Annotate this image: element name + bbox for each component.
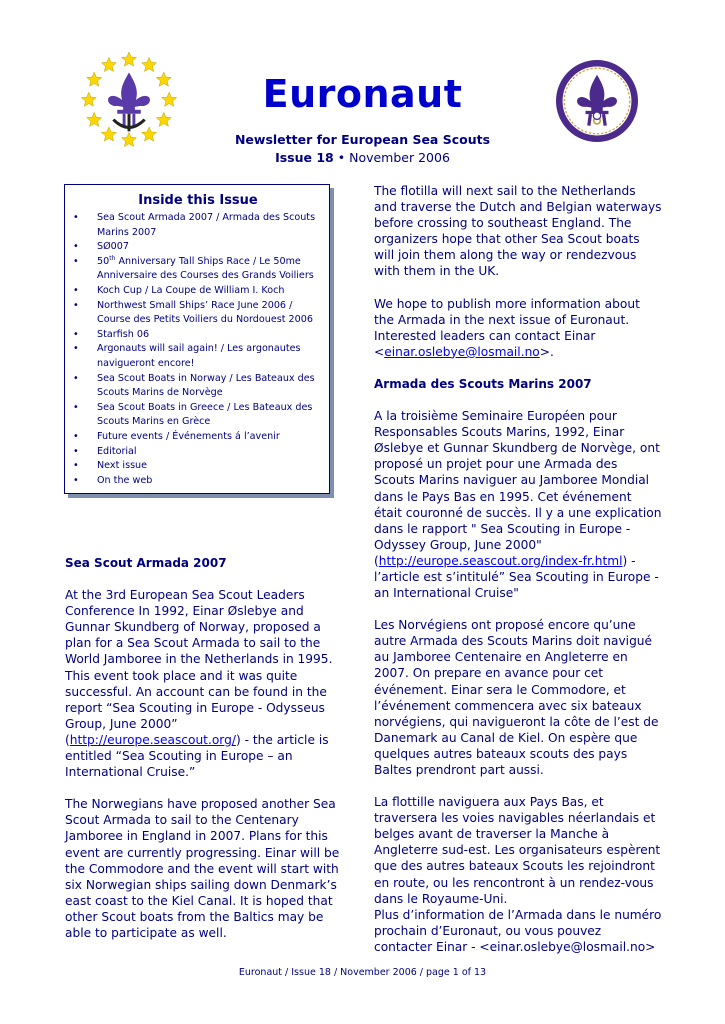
list-item: • Sea Scout Boats in Greece / Les Bateaux des Scouts Marins en Grèce: [73, 401, 323, 430]
list-item: [73, 255, 323, 284]
star-icon: [122, 52, 137, 66]
list-item: • On the web: [73, 474, 323, 489]
list-item: • Northwest Small Ships’ Race June 2006 / Course des Petits Voiliers du Nordouest 2006: [73, 299, 323, 328]
right-column: [374, 183, 662, 955]
seascout-link[interactable]: http://europe.seascout.org/: [69, 732, 236, 747]
list-item: • Sea Scout Boats in Norway / Les Bateaux des Scouts Marins de Norvège: [73, 372, 323, 401]
star-icon: [162, 92, 177, 106]
section-heading: Sea Scout Armada 2007: [65, 556, 227, 570]
page-footer: Euronaut / Issue 18 / November 2006 / page 1 of 13: [238, 967, 487, 978]
list-item: • Editorial: [73, 445, 323, 460]
left-column: [65, 555, 349, 941]
article-paragraph: The Norwegians have proposed another Sea Scout Armada to sail to the Centenary Jamboree in England in 2007. Plans for this event are currently progressing. Einar will be the Commodore and the event will start with six Norwegian ships sailing down Denmark’s east coast to the Kiel Canal. It is hoped that other Scout boats from the Baltics may be able to participate as well.: [65, 797, 340, 940]
separator-bullet: •: [337, 150, 346, 165]
star-icon: [142, 57, 157, 71]
issue-line: [200, 150, 525, 165]
article-paragraph: Les Norvégiens ont proposé encore qu’une autre Armada des Scouts Marins doit navigué au Jamboree Centenaire en Angleterre en 2007. On prepare en avance pour cet événement. Einar sera le Commodore, et l’événement commencera avec six bateaux norvégiens, qui navigueront la côte de l’est de Danemark au Canal de Kiel. On espère que quelques autres bateaux scouts des pays Baltes prendront part aussi.: [374, 618, 659, 777]
newsletter-title: Euronaut: [262, 72, 463, 116]
article-paragraph: The flotilla will next sail to the Netherlands and traverse the Dutch and Belgian waterways before crossing to southeast England. The organizers hope that other Sea Scout boats will join them along the way or rendezvous with them in the UK.: [374, 184, 662, 279]
newsletter-subtitle: Newsletter for European Sea Scouts: [234, 132, 491, 147]
list-item-text: Anniversary Tall Ships Race / Le 50me Anniversaire des Courses des Grands Voiliers: [97, 255, 314, 282]
issue-date: November 2006: [349, 150, 450, 165]
article-paragraph: [65, 587, 349, 780]
article-paragraph: [374, 296, 662, 360]
paragraph-text: We hope to publish more information about the Armada in the next issue of Euronaut. Interested leaders can contact Einar: [374, 296, 640, 343]
star-icon: [156, 72, 171, 86]
list-item: • Koch Cup / La Coupe de William I. Koch: [73, 284, 323, 299]
email-link[interactable]: einar.oslebye@losmail.no: [384, 344, 540, 359]
seascout-fr-link[interactable]: http://europe.seascout.org/index-fr.html: [378, 553, 623, 568]
scout-emblem-rope-circle-icon: [556, 59, 638, 143]
star-icon: [156, 112, 171, 126]
article-paragraph: Plus d’information de l’Armada dans le numéro prochain d’Euronaut, ou vous pouvez contacter Einar - <einar.oslebye@losmail.no>: [374, 907, 662, 954]
ordinal-suffix: th: [109, 254, 116, 262]
paragraph-text: ) - l’article est s’intitulé” Sea Scouting in Europe - an International Cruise": [374, 553, 659, 601]
article-paragraph: [374, 408, 662, 601]
star-icon: [81, 92, 96, 106]
list-item: • Starfish 06: [73, 328, 323, 343]
paren: (: [65, 732, 70, 747]
list-item: • Sea Scout Armada 2007 / Armada des Scouts Marins 2007: [73, 211, 323, 240]
list-item: • Future events / Événements á l’avenir: [73, 430, 323, 445]
section-heading: Armada des Scouts Marins 2007: [374, 376, 592, 391]
scout-emblem-with-star-ring-icon: [80, 51, 178, 149]
issue-number: Issue 18: [275, 150, 334, 165]
star-icon: [122, 132, 137, 146]
list-item: • Next issue: [73, 459, 323, 474]
angle-close: >.: [539, 344, 554, 359]
star-icon: [142, 127, 157, 141]
list-item: • Argonauts will sail again! / Les argonautes navigueront encore!: [73, 342, 323, 371]
star-icon: [101, 57, 116, 71]
paragraph-text: At the 3rd European Sea Scout Leaders Conference In 1992, Einar Øslebye and Gunnar Skundberg of Norway, proposed a plan for a Sea Scout Armada to sail to the World Jamboree in the Netherlands in 1995. This event took place and it was quite successful. An account can be found in the report “Sea Scouting in Europe - Odysseus Group, June 2000”: [65, 588, 333, 731]
inside-this-issue-box: [64, 184, 330, 494]
anniversary-number: 50: [97, 255, 110, 267]
star-icon: [87, 72, 102, 86]
star-icon: [101, 127, 116, 141]
inside-box-title: Inside this Issue: [138, 193, 258, 208]
paragraph-text: ) - the article is entitled “Sea Scouting in Europe – an International Cruise.”: [65, 732, 329, 780]
contents-list: [73, 211, 323, 488]
star-icon: [87, 112, 102, 126]
paragraph-text: A la troisième Seminaire Européen pour Responsables Scouts Marins, 1992, Einar Øslebye et Gunnar Skundberg de Norvège, ont proposé un projet pour une Armada des Scouts Marins naviguer au Jamboree Mondial dans le Pays Bas en 1995. Cet événement était couronné de succès. Il y a une explication dans le rapport " Sea Scouting in Europe - Odyssey Group, June 2000" (: [374, 409, 662, 568]
list-item: • SØ007: [73, 240, 323, 255]
article-paragraph: La flottille naviguera aux Pays Bas, et traversera les voies navigables néerlandais et belges avant de traverser la Manche à Angleterre sud-est. Les organisateurs espèrent que des autres bateaux Scouts les rejoindront en route, ou les rencontront à un rendez-vous dans le Royaume-Uni.: [374, 795, 661, 906]
angle-open: <: [374, 344, 385, 359]
